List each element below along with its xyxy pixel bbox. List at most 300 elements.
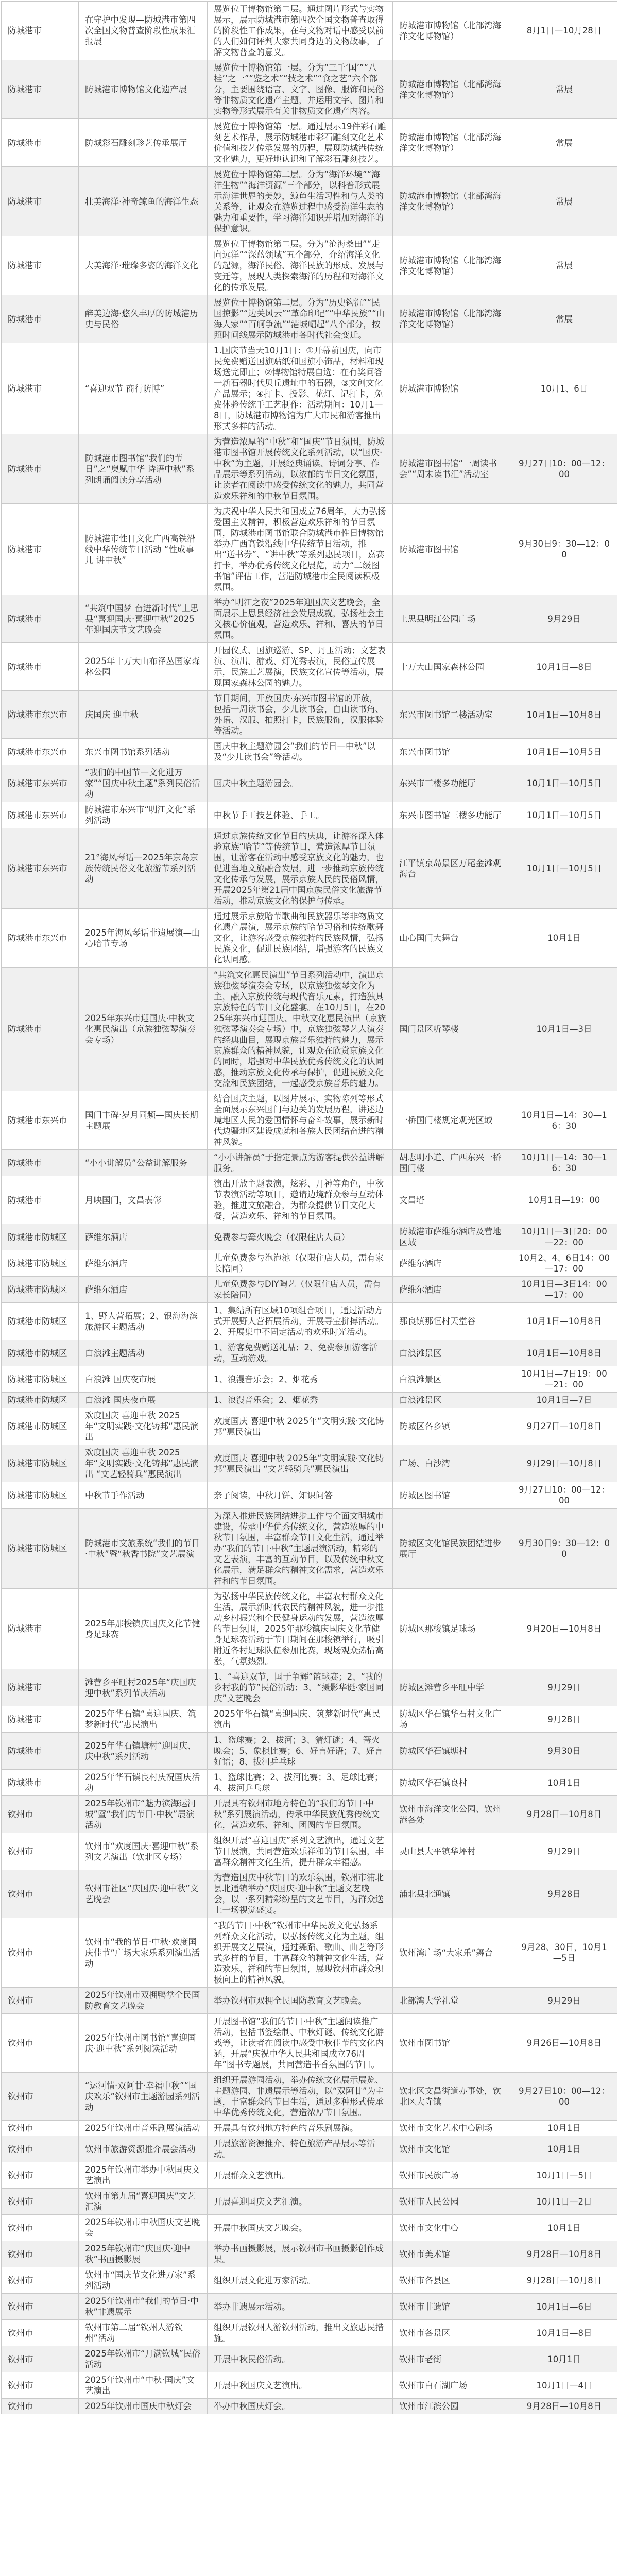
activity-content-cell: 结合国庆主题，以图片展示、实物陈列等形式全面展示东兴国门与边关的发展历程，讲述边境地区人民的爱国情怀与奋斗故事，展示新时代边疆地区建设成就和各族人民团结奋进的精神风貌。: [208, 1091, 393, 1150]
venue-cell: 钦州市江滨公园: [393, 2399, 511, 2414]
activity-name-cell: 国门丰碑·岁月同频—国庆长期主题展: [79, 1091, 208, 1150]
time-cell: 10月1日—3日14：00—17：00: [511, 1277, 617, 1303]
time-cell: 10月2、4、6日14：00—17：00: [511, 1250, 617, 1277]
city-cell: 钦州市: [2, 2372, 79, 2399]
activity-content-cell: 1、“喜迎双节，国于争辉”篮球赛；2、“我的乡村我的节”民俗活动；3、“摄影华诞·家国同庆”文艺晚会: [208, 1669, 393, 1706]
activity-content-cell: 1、游客免费赠送礼品；2、免费参加游客活动，互动游戏。: [208, 1340, 393, 1366]
table-row: [2, 1176, 617, 1224]
activity-name-cell: 2025年钦州市“中秋·国庆”文艺演出: [79, 2372, 208, 2399]
activity-name-cell: 萨维尔酒店: [79, 1277, 208, 1303]
time-cell: 9月28日: [511, 1706, 617, 1733]
city-cell: 防城港市: [2, 434, 79, 504]
activity-content-cell: 1、浪漫音乐会；2、烟花秀: [208, 1366, 393, 1393]
time-cell: 9月29日: [511, 1669, 617, 1706]
activity-name-cell: 2025年钦州市双拥鸭掌全民国防教育文艺晚会: [79, 1988, 208, 2014]
time-cell: 10月1日—10月8日: [511, 1303, 617, 1340]
city-cell: 防城港市东兴市: [2, 739, 79, 765]
table-row: [2, 2294, 617, 2320]
city-cell: 钦州市: [2, 1796, 79, 1833]
activity-content-cell: 为弘扬中华民族传统文化，丰富农村群众文化生活，展示新时代农民的精神风貌，进一步推动乡村振兴和全民健身运动的发展，营造浓厚的节日氛围，2025年那梭镇庆国庆文化节健身足球赛活动于节日期间在那梭镇举行，吸引附近各村足球队伍参加比赛，现场观众热情高涨，气氛热烈。: [208, 1589, 393, 1669]
time-cell: 9月20日—10月8日: [511, 1589, 617, 1669]
table-row: [2, 119, 617, 167]
activity-name-cell: 白浪滩 国庆夜市展: [79, 1393, 208, 1408]
time-cell: 10月1日—3日20：00—22：00: [511, 1224, 617, 1250]
table-row: [2, 1796, 617, 1833]
activity-content-cell: 开展中秋国庆文艺演出。: [208, 2372, 393, 2399]
activity-content-cell: 组织开展钦州人游钦州活动，推出文旅惠民措施。: [208, 2320, 393, 2346]
table-row: [2, 1669, 617, 1706]
table-row: [2, 595, 617, 643]
activity-content-cell: 儿童免费参与DIY陶艺（仅限住店人员，需有家长陪同）: [208, 1277, 393, 1303]
activity-content-cell: 展览位于博物馆第二层。分为“海洋环境”“海洋生物”“海洋资源”三个部分，以科普形式展示海洋世界的美妙，鲸鱼生活习性和与人类的关系等，让观众在游览过程中感受海洋生态的魅力和重要性，学习海洋知识并增加对海洋的保护意识。: [208, 167, 393, 236]
city-cell: 防城港市: [2, 1176, 79, 1224]
time-cell: 10月1日: [511, 2215, 617, 2241]
table-row: [2, 2136, 617, 2162]
city-cell: 防城港市: [2, 1150, 79, 1176]
activity-name-cell: 中秋节手作活动: [79, 1482, 208, 1509]
activity-content-cell: 开展中秋民俗活动。: [208, 2346, 393, 2372]
activity-name-cell: 白浪滩 国庆夜市展: [79, 1366, 208, 1393]
table-row: [2, 2215, 617, 2241]
table-row: [2, 1393, 617, 1408]
venue-cell: 防城港市图书馆“一周读书会”“周末读书汇”活动室: [393, 434, 511, 504]
time-cell: 9月28日—10月8日: [511, 2399, 617, 2414]
time-cell: 10月1日—10月8日: [511, 691, 617, 739]
city-cell: 钦州市: [2, 2121, 79, 2136]
activity-content-cell: 通过京族传统文化节日的庆典，让游客深入体验京族“哈节”等传统节日，营造浓厚节日氛围，让游客在活动中感受京族文化的魅力，也促进当地文旅融合发展，进一步推动京族传统文化传承与发展，展示京族人民的民俗风情，开展2025年第21届中国京族民俗文化旅游节活动，推动京族文化的保护与传承。: [208, 828, 393, 909]
time-cell: 10月1日—14：30—16：30: [511, 1091, 617, 1150]
table-row: [2, 1150, 617, 1176]
venue-cell: 防城港市博物馆（北部湾海洋文化博物馆）: [393, 60, 511, 119]
table-row: [2, 2162, 617, 2189]
venue-cell: 防城区那梭镇足球场: [393, 1589, 511, 1669]
activity-name-cell: 钦州市“我的节日·中秋·欢度国庆佳节”广场大家乐系列演出活动: [79, 1918, 208, 1988]
venue-cell: 钦州市海洋文化公园、钦州港各处: [393, 1796, 511, 1833]
time-cell: 9月28、30日，10月1—5日: [511, 1918, 617, 1988]
time-cell: 9月28日—10月8日: [511, 2241, 617, 2267]
activity-table: [1, 1, 617, 2414]
activity-content-cell: 举办书画摄影展，展示钦州市书画摄影创作成果。: [208, 2241, 393, 2267]
activity-content-cell: 举办中秋国庆灯会。: [208, 2399, 393, 2414]
table-row: [2, 1733, 617, 1770]
city-cell: 钦州市: [2, 2189, 79, 2215]
activity-name-cell: 大美海洋·璀璨多姿的海洋文化: [79, 236, 208, 295]
venue-cell: 东兴市图书馆三楼多功能厅: [393, 802, 511, 828]
table-row: [2, 968, 617, 1091]
venue-cell: 钦州湾广场“大家乐”舞台: [393, 1918, 511, 1988]
venue-cell: 钦州市人民公园: [393, 2189, 511, 2215]
venue-cell: 江平镇京岛景区万尾金滩观海台: [393, 828, 511, 909]
table-row: [2, 1706, 617, 1733]
table-row: [2, 2399, 617, 2414]
activity-table-body: [2, 2, 617, 2414]
time-cell: 9月28日—10月8日: [511, 2267, 617, 2294]
venue-cell: 钦州市非遗馆: [393, 2294, 511, 2320]
time-cell: 10月1日: [511, 2346, 617, 2372]
time-cell: 10月1日—10月8日: [511, 1340, 617, 1366]
time-cell: 10月1日—8日: [511, 2320, 617, 2346]
activity-name-cell: 东兴市图书馆系列活动: [79, 739, 208, 765]
activity-content-cell: 组织开展文化进万家活动。: [208, 2267, 393, 2294]
activity-content-cell: 演出开放主题表演，炫彩、月神等角色，中秋节表演活动等项目，邀请边境群众参与互动体验，推进文旅融合，为群众提供节日文化大餐，营造欢乐、祥和的节日氛围。: [208, 1176, 393, 1224]
table-row: [2, 691, 617, 739]
activity-name-cell: 2025年钦州市举办中秋国庆文艺演出: [79, 2162, 208, 2189]
venue-cell: 萨维尔酒店: [393, 1277, 511, 1303]
activity-name-cell: 在守护中发现—防城港市第四次全国文物普查阶段性成果汇报展: [79, 2, 208, 60]
city-cell: 防城港市: [2, 1706, 79, 1733]
activity-content-cell: 2025年华石镇“喜迎国庆、筑梦新时代”惠民演出: [208, 1706, 393, 1733]
venue-cell: 防城港市萨维尔酒店及营地区域: [393, 1224, 511, 1250]
table-row: [2, 1277, 617, 1303]
city-cell: 钦州市: [2, 2294, 79, 2320]
city-cell: 钦州市: [2, 2241, 79, 2267]
activity-name-cell: 2025年华石镇塘村“迎国庆、庆中秋”系列活动: [79, 1733, 208, 1770]
activity-name-cell: 钦州市第二届“钦州人游钦州”活动: [79, 2320, 208, 2346]
time-cell: 9月29日: [511, 1988, 617, 2014]
table-row: [2, 1303, 617, 1340]
activity-content-cell: 展览位于博物馆第一层。通过展示19件彩石雕刻艺术作品，展示防城港市彩石雕刻文化艺术价值和技艺传承发展的历程，展现防城港传统文化魅力，更好地认识和了解彩石雕刻技艺。: [208, 119, 393, 167]
city-cell: 防城港市: [2, 119, 79, 167]
activity-name-cell: 月映国门，文昌表彰: [79, 1176, 208, 1224]
activity-content-cell: 欢度国庆 喜迎中秋 2025年“文明实践·文化铸邦”惠民演出: [208, 1408, 393, 1445]
activity-content-cell: “小小讲解员”于指定景点为游客提供公益讲解服务。: [208, 1150, 393, 1176]
time-cell: 10月1日—7日: [511, 1393, 617, 1408]
venue-cell: 防城区华石镇良村: [393, 1770, 511, 1796]
activity-name-cell: 2025年华石镇“喜迎国庆、筑梦新时代”惠民演出: [79, 1706, 208, 1733]
city-cell: 防城港市防城区: [2, 1482, 79, 1509]
time-cell: 10月1日—5日: [511, 2162, 617, 2189]
table-row: [2, 1482, 617, 1509]
activity-content-cell: 1.国庆节当天10月1日：①开幕前国庆，向市民免费赠送国旗贴纸和国旗小饰品，材料和现场送完即止；②博物馆特展自选：在有奖问答一新石器时代贝丘遗址中的石器，③文创文化产品展示；④打卡、投影、花灯、记打卡，免费体验传统手工艺制作：活动期间：10月1—8日，防城港市博物馆为广大市民和游客推出形式多样的活动。: [208, 343, 393, 434]
time-cell: 10月1日—6日: [511, 2294, 617, 2320]
activity-name-cell: 防城彩石雕刻珍艺传承展厅: [79, 119, 208, 167]
activity-name-cell: “喜迎双节 商行防博”: [79, 343, 208, 434]
time-cell: 常展: [511, 119, 617, 167]
city-cell: 防城港市防城区: [2, 1224, 79, 1250]
activity-content-cell: 免费参与篝火晚会（仅限住店人员）: [208, 1224, 393, 1250]
venue-cell: 浦北县北通镇: [393, 1870, 511, 1918]
activity-name-cell: 钦州市“国庆节文化进万家”系列活动: [79, 2267, 208, 2294]
table-row: [2, 1918, 617, 1988]
city-cell: 防城港市: [2, 968, 79, 1091]
city-cell: 防城港市防城区: [2, 1366, 79, 1393]
activity-content-cell: 组织开展游园活动，举办传统文化展示展览、主题游园、非遗展示等活动，以“双阿廿”为主题，丰富群众的节日生活，通过多种形式传承中华优秀传统文化，营造浓厚节日氛围。: [208, 2073, 393, 2121]
venue-cell: 十万大山国家森林公园: [393, 643, 511, 691]
activity-name-cell: 2025年那梭镇庆国庆文化节健身足球赛: [79, 1589, 208, 1669]
activity-content-cell: 举办钦州市双拥全民国防教育文艺晚会。: [208, 1988, 393, 2014]
venue-cell: 国门景区听琴楼: [393, 968, 511, 1091]
venue-cell: 萨维尔酒店: [393, 1250, 511, 1277]
city-cell: 防城港市: [2, 295, 79, 343]
time-cell: 9月30日9：30—12：00: [511, 504, 617, 595]
table-row: [2, 2121, 617, 2136]
venue-cell: 防城区各乡镇: [393, 1408, 511, 1445]
activity-name-cell: 2025年华石镇良村庆祝国庆活动: [79, 1770, 208, 1796]
activity-content-cell: “共筑文化惠民演出”节日系列活动中，演出京族独弦琴演奏会专场，以京族独弦琴文化为主，融入京族传统与现代音乐元素，打造独具京族特色的节日文化盛宴。在10月5日，在2025年东兴市迎国庆、中秋文化惠民演出（京族独弦琴演奏会专场）中，京族独弦琴艺人演奏的经典曲目，展现京族音乐独特的魅力，展示京族群众的精神风貌，让观众在欣赏京族文化的同时，增强对中华民族优秀传统文化的认同感，推动京族文化传承与保护，促进民族文化交流和民族团结，一起感受京族音乐的魅力。: [208, 968, 393, 1091]
activity-name-cell: 2025年海风琴话非遗展演—山心哈节专场: [79, 909, 208, 968]
table-row: [2, 1770, 617, 1796]
time-cell: 常展: [511, 236, 617, 295]
activity-name-cell: 钦州市第九届“喜迎国庆”文艺汇演: [79, 2189, 208, 2215]
time-cell: 9月27日10：00—12：00: [511, 2073, 617, 2121]
activity-content-cell: 展览位于博物馆第一层。分为“三千‘国’”“八桂’‘之一”“鉴之术”“技之术”“食之艺”六个部分，主要围绕语言、文字、图像、服饰和民俗等非物质文化遗产主题，并运用文字、图片和实物等形式展示有关非物质文化遗产内容。: [208, 60, 393, 119]
activity-content-cell: 开展旅游资源推介、特色旅游产品展示等活动。: [208, 2136, 393, 2162]
table-row: [2, 2267, 617, 2294]
city-cell: 钦州市: [2, 2320, 79, 2346]
city-cell: 防城港市: [2, 595, 79, 643]
activity-content-cell: 儿童免费参与泡泡池（仅限住店人员，需有家长陪同）: [208, 1250, 393, 1277]
table-row: [2, 909, 617, 968]
time-cell: 常展: [511, 167, 617, 236]
activity-content-cell: 开展图书馆“我们的节日·中秋”主题阅读推广活动，包括书签绘制、中秋灯谜、传统文化游戏等，让读者在阅读中感受中秋佳节的文化内涵，开展“庆祝中华人民共和国成立76周年”图书专题展，共同营造书香氛围的节日。: [208, 2014, 393, 2073]
time-cell: 常展: [511, 295, 617, 343]
activity-content-cell: 为营造国庆中秋节日的欢乐氛围，钦州市浦北县北通镇举办“庆国庆·迎中秋”主题文艺晚会，以一系列精彩纷呈的文艺节目，为群众送上一场视觉盛宴。: [208, 1870, 393, 1918]
activity-name-cell: 2025年十万大山布泽丛国家森林公园: [79, 643, 208, 691]
activity-name-cell: 钦州市旅游资源推介展会活动: [79, 2136, 208, 2162]
time-cell: 9月28日—10月8日: [511, 1796, 617, 1833]
activity-content-cell: 为庆祝中华人民共和国成立76周年，大力弘扬爱国主义精神，积极营造欢乐祥和的节日氛围，防城港市图书馆联合防城港市性日博物馆举办广西高铁沿线中华传统节日活动，推出“送书券”、“讲中秋”等系列惠民项目，嘉赛打卡，举办优秀传统文化展览，助力“二级图书馆”评估工作，营造防城港市全民阅读积极氛围。: [208, 504, 393, 595]
activity-name-cell: 萨维尔酒店: [79, 1224, 208, 1250]
activity-name-cell: 2025年东兴市迎国庆·中秋文化惠民演出（京族独弦琴演奏会专场）: [79, 968, 208, 1091]
activity-content-cell: 欢度国庆 喜迎中秋 2025年“文明实践·文化铸邦”惠民演出 “文艺轻骑兵”惠民演出: [208, 1445, 393, 1482]
activity-name-cell: 防城港市文旅系统“我们的节日·中秋”暨“秋香书院”文艺展演: [79, 1509, 208, 1589]
venue-cell: 一桥国门楼规定观光区域: [393, 1091, 511, 1150]
time-cell: 9月29日: [511, 1833, 617, 1870]
activity-name-cell: 萨维尔酒店: [79, 1250, 208, 1277]
activity-content-cell: 1、篮球比赛；2、拔河比赛；3、足球比赛；4、拔河乒乓球: [208, 1770, 393, 1796]
activity-name-cell: “我们的中国节—文化进万家”“国庆中秋主题”系列民俗活动: [79, 765, 208, 802]
city-cell: 防城港市东兴市: [2, 691, 79, 739]
activity-name-cell: 钦州市社区“庆国庆·迎中秋”文艺晚会: [79, 1870, 208, 1918]
activity-name-cell: 2025年钦州市“庆国庆·迎中秋”书画摄影展: [79, 2241, 208, 2267]
venue-cell: 防城区华石镇塘村: [393, 1733, 511, 1770]
city-cell: 防城港市防城区: [2, 1250, 79, 1277]
city-cell: 防城港市: [2, 1733, 79, 1770]
table-row: [2, 343, 617, 434]
activity-content-cell: 中秋节手工技艺体验、手工。: [208, 802, 393, 828]
time-cell: 9月27日—10月8日: [511, 1408, 617, 1445]
activity-name-cell: 钦州市“欢度国庆·喜迎中秋”系列文艺演出（钦北区专场）: [79, 1833, 208, 1870]
activity-content-cell: 举办“明江之夜”2025年迎国庆文艺晚会，全面展示上思县经济社会发展成就，弘扬社会主义核心价值观，营造欢乐、祥和、喜庆的节日氛围。: [208, 595, 393, 643]
venue-cell: 白浪滩景区: [393, 1366, 511, 1393]
table-row: [2, 1988, 617, 2014]
activity-content-cell: 展览位于博物馆第二层。分为“沧海桑田”“走向远洋”“深蓝领域”五个部分，介绍海洋文化的起源，海洋民俗、海洋民族的形成、发展与变迁等，展现人类探索海洋的历程和对海洋文化的传承发展。: [208, 236, 393, 295]
activity-name-cell: 壮美海洋·神奇鲸鱼的海洋生态: [79, 167, 208, 236]
venue-cell: 钦州市文化中心: [393, 2215, 511, 2241]
city-cell: 防城港市防城区: [2, 1277, 79, 1303]
city-cell: 钦州市: [2, 2215, 79, 2241]
time-cell: 10月1日—7日19：00—21：00: [511, 1366, 617, 1393]
time-cell: 10月1日: [511, 2136, 617, 2162]
venue-cell: 防城港市博物馆: [393, 343, 511, 434]
city-cell: 钦州市: [2, 2346, 79, 2372]
activity-content-cell: 组织开展“喜迎国庆”系列文艺演出，通过文艺节目展演，共同营造欢乐祥和的节日氛围，丰富群众精神文化生活，提升群众幸福感。: [208, 1833, 393, 1870]
activity-content-cell: 开展中秋国庆文艺晚会。: [208, 2215, 393, 2241]
venue-cell: 灵山县大平镇华坪村: [393, 1833, 511, 1870]
time-cell: 10月1日: [511, 1770, 617, 1796]
city-cell: 钦州市: [2, 2162, 79, 2189]
venue-cell: 钦州市文化馆: [393, 2136, 511, 2162]
activity-content-cell: 为深入推进民族团结进步工作与全面文明城市建设，传承中华优秀传统文化，营造浓厚的中秋节日氛围，丰富群众节日文化生活，通过举办“我们的节日·中秋”主题展演活动，精彩的文艺表演，丰富的互动节目，以及传统中秋文化展示，满足群众的精神文化需求，营造欢乐祥和的节日氛围。: [208, 1509, 393, 1589]
activity-name-cell: 2025年钦州市音乐剧展演活动: [79, 2121, 208, 2136]
activity-content-cell: 1、篮球赛；2、拔河；3、猜灯谜；4、篝火晚会；5、象棋比赛；6、好言好语；7、好言好语；8、拔河乒乓球: [208, 1733, 393, 1770]
venue-cell: 防城港市博物馆（北部湾海洋文化博物馆）: [393, 167, 511, 236]
time-cell: 10月1日—8日: [511, 643, 617, 691]
venue-cell: 文昌塔: [393, 1176, 511, 1224]
city-cell: 钦州市: [2, 1918, 79, 1988]
activity-name-cell: 1、野人营拓展；2、银海海滨旅游区主题活动: [79, 1303, 208, 1340]
venue-cell: 钦州市老街: [393, 2346, 511, 2372]
table-row: [2, 1870, 617, 1918]
city-cell: 防城港市东兴市: [2, 1091, 79, 1150]
time-cell: 10月1日: [511, 2121, 617, 2136]
city-cell: 钦州市: [2, 2136, 79, 2162]
table-row: [2, 2241, 617, 2267]
city-cell: 防城港市防城区: [2, 1445, 79, 1482]
activity-name-cell: “小小讲解员”公益讲解服务: [79, 1150, 208, 1176]
city-cell: 防城港市: [2, 2, 79, 60]
venue-cell: 钦州市各县区: [393, 2267, 511, 2294]
venue-cell: 白浪滩景区: [393, 1393, 511, 1408]
time-cell: 10月1日—10月5日: [511, 802, 617, 828]
table-row: [2, 1509, 617, 1589]
table-row: [2, 2073, 617, 2121]
city-cell: 钦州市: [2, 2014, 79, 2073]
venue-cell: 东兴市三楼多功能厅: [393, 765, 511, 802]
table-row: [2, 643, 617, 691]
time-cell: 10月1日—4日: [511, 2372, 617, 2399]
table-row: [2, 1366, 617, 1393]
city-cell: 防城港市: [2, 1669, 79, 1706]
time-cell: 9月30日9：30—12：00: [511, 1509, 617, 1589]
table-row: [2, 1224, 617, 1250]
activity-content-cell: 国庆中秋主题游园会“我们的节日—中秋”以及“少儿读书会”等活动。: [208, 739, 393, 765]
activity-content-cell: 开展具有钦州市地方特色的“我们的节日·中秋”系列展演活动，传承中华民族优秀传统文化，营造欢乐、祥和、团圆的节日氛围。: [208, 1796, 393, 1833]
venue-cell: 钦州市图书馆: [393, 2014, 511, 2073]
venue-cell: 防城港市博物馆（北部湾海洋文化博物馆）: [393, 236, 511, 295]
time-cell: 8月1日—10月28日: [511, 2, 617, 60]
venue-cell: 钦州市美术馆: [393, 2241, 511, 2267]
time-cell: 10月1、6日: [511, 343, 617, 434]
city-cell: 钦州市: [2, 2267, 79, 2294]
activity-name-cell: 庆国庆 迎中秋: [79, 691, 208, 739]
city-cell: 钦州市: [2, 1833, 79, 1870]
venue-cell: 防城区图书馆: [393, 1482, 511, 1509]
activity-content-cell: 开展具有钦州地方特色的音乐剧展演。: [208, 2121, 393, 2136]
table-row: [2, 828, 617, 909]
venue-cell: 防城区滩营乡平旺中学: [393, 1669, 511, 1706]
city-cell: 防城港市: [2, 343, 79, 434]
venue-cell: 防城区文化馆民族团结进步展厅: [393, 1509, 511, 1589]
time-cell: 10月1日—10月5日: [511, 765, 617, 802]
time-cell: 9月26日—10月8日: [511, 2014, 617, 2073]
city-cell: 钦州市: [2, 1988, 79, 2014]
city-cell: 防城港市防城区: [2, 1340, 79, 1366]
time-cell: 9月29日: [511, 595, 617, 643]
activity-content-cell: 节日期间，开放国庆·东兴市图书馆的开放，包括一周读书会，少儿读书会，自由读书角、外语、汉服、拍照打卡，民族服饰，汉服体验等活动。: [208, 691, 393, 739]
table-row: [2, 802, 617, 828]
time-cell: 10月1日—10月5日: [511, 828, 617, 909]
table-row: [2, 2, 617, 60]
table-row: [2, 1833, 617, 1870]
venue-cell: 防城港市博物馆（北部湾海洋文化博物馆）: [393, 295, 511, 343]
activity-content-cell: 开展喜迎国庆文艺汇演。: [208, 2189, 393, 2215]
activity-name-cell: 欢度国庆 喜迎中秋 2025年“文明实践·文化铸邦”惠民演出: [79, 1408, 208, 1445]
table-row: [2, 2372, 617, 2399]
venue-cell: 钦州市文化艺术中心剧场: [393, 2121, 511, 2136]
venue-cell: 山心国门大舞台: [393, 909, 511, 968]
activity-content-cell: “我的节日·中秋”钦州市中华民族文化弘扬系列群众文化活动，以弘扬传统文化为主题，组织开展文艺展演，通过舞蹈、歌曲、曲艺等形式多样的节目，丰富群众的精神文化生活，营造欢乐、祥和的节日氛围，展现钦州市群众积极向上的精神风貌。: [208, 1918, 393, 1988]
activity-content-cell: 国庆中秋主题游园会。: [208, 765, 393, 802]
city-cell: 钦州市: [2, 2073, 79, 2121]
city-cell: 防城港市: [2, 504, 79, 595]
city-cell: 防城港市: [2, 60, 79, 119]
venue-cell: 钦州市各景区: [393, 2320, 511, 2346]
table-row: [2, 1408, 617, 1445]
activity-content-cell: 举办非遗展示活动。: [208, 2294, 393, 2320]
table-row: [2, 765, 617, 802]
time-cell: 10月1日—2日: [511, 2189, 617, 2215]
city-cell: 防城港市东兴市: [2, 765, 79, 802]
venue-cell: 防城区华石镇华石村文化广场: [393, 1706, 511, 1733]
table-row: [2, 2014, 617, 2073]
venue-cell: 防城港市博物馆（北部湾海洋文化博物馆）: [393, 2, 511, 60]
activity-content-cell: 开展群众文艺演出。: [208, 2162, 393, 2189]
city-cell: 钦州市: [2, 2399, 79, 2414]
venue-cell: 东兴市图书馆二楼活动室: [393, 691, 511, 739]
activity-name-cell: 2025年钦州市国庆中秋灯会: [79, 2399, 208, 2414]
activity-name-cell: “运河情·双阿廿·幸福中秋”“国庆欢乐”钦州市主题游园系列活动: [79, 2073, 208, 2121]
city-cell: 钦州市: [2, 1870, 79, 1918]
activity-name-cell: 白浪滩主题活动: [79, 1340, 208, 1366]
table-row: [2, 2346, 617, 2372]
city-cell: 防城港市东兴市: [2, 828, 79, 909]
time-cell: 常展: [511, 60, 617, 119]
time-cell: 9月27日10：00—12：00: [511, 1482, 617, 1509]
activity-name-cell: 2025年钦州市中秋国庆文艺晚会: [79, 2215, 208, 2241]
activity-name-cell: 2025年钦州市图书馆“喜迎国庆·迎中秋”系列阅读活动: [79, 2014, 208, 2073]
table-row: [2, 504, 617, 595]
venue-cell: 上思县明江公园广场: [393, 595, 511, 643]
activity-name-cell: 防城港市性日文化广西高铁沿线中华传统节日活动 “性成事儿 讲中秋”: [79, 504, 208, 595]
time-cell: 10月1日—3日: [511, 968, 617, 1091]
venue-cell: 广场、白沙湾: [393, 1445, 511, 1482]
city-cell: 防城港市东兴市: [2, 909, 79, 968]
city-cell: 防城港市防城区: [2, 1408, 79, 1445]
table-row: [2, 236, 617, 295]
venue-cell: 白浪滩景区: [393, 1340, 511, 1366]
table-row: [2, 1091, 617, 1150]
activity-content-cell: 开园仪式、国旗巡游、SP、丹玉活动；文艺表演、演出、游戏、灯光秀表演，民俗宣传展示，民族工艺展演，民族文化宣传等活动，展现国家森林公园的魅力。: [208, 643, 393, 691]
activity-name-cell: 2025年钦州市“我们的节日·中秋”非遗展示: [79, 2294, 208, 2320]
city-cell: 防城港市: [2, 643, 79, 691]
table-row: [2, 1589, 617, 1669]
table-row: [2, 1340, 617, 1366]
activity-name-cell: 防城港市东兴市“明江文化”系列活动: [79, 802, 208, 828]
venue-cell: 北部湾大学礼堂: [393, 1988, 511, 2014]
city-cell: 防城港市防城区: [2, 1393, 79, 1408]
time-cell: 10月1日—10月5日: [511, 739, 617, 765]
table-row: [2, 739, 617, 765]
activity-name-cell: 滩营乡平旺村2025年“庆国庆 迎中秋”系列节庆活动: [79, 1669, 208, 1706]
city-cell: 防城港市东兴市: [2, 802, 79, 828]
table-row: [2, 167, 617, 236]
activity-content-cell: 展览位于博物馆第二层。通过图片形式与实物展示，展示防城港市第四次全国文物普查取得的阶段性工作成果，在与文物对话中感受以前的人们如何评判大家共同身边的文物故事，了解文物普查的意义。: [208, 2, 393, 60]
table-row: [2, 2189, 617, 2215]
activity-name-cell: 欢度国庆 喜迎中秋 2025年“文明实践·文化铸邦”惠民演出 “文艺轻骑兵”惠民演出: [79, 1445, 208, 1482]
activity-name-cell: 醉美边海·悠久丰厚的防城港历史与民俗: [79, 295, 208, 343]
venue-cell: 钦州市白石湖广场: [393, 2372, 511, 2399]
